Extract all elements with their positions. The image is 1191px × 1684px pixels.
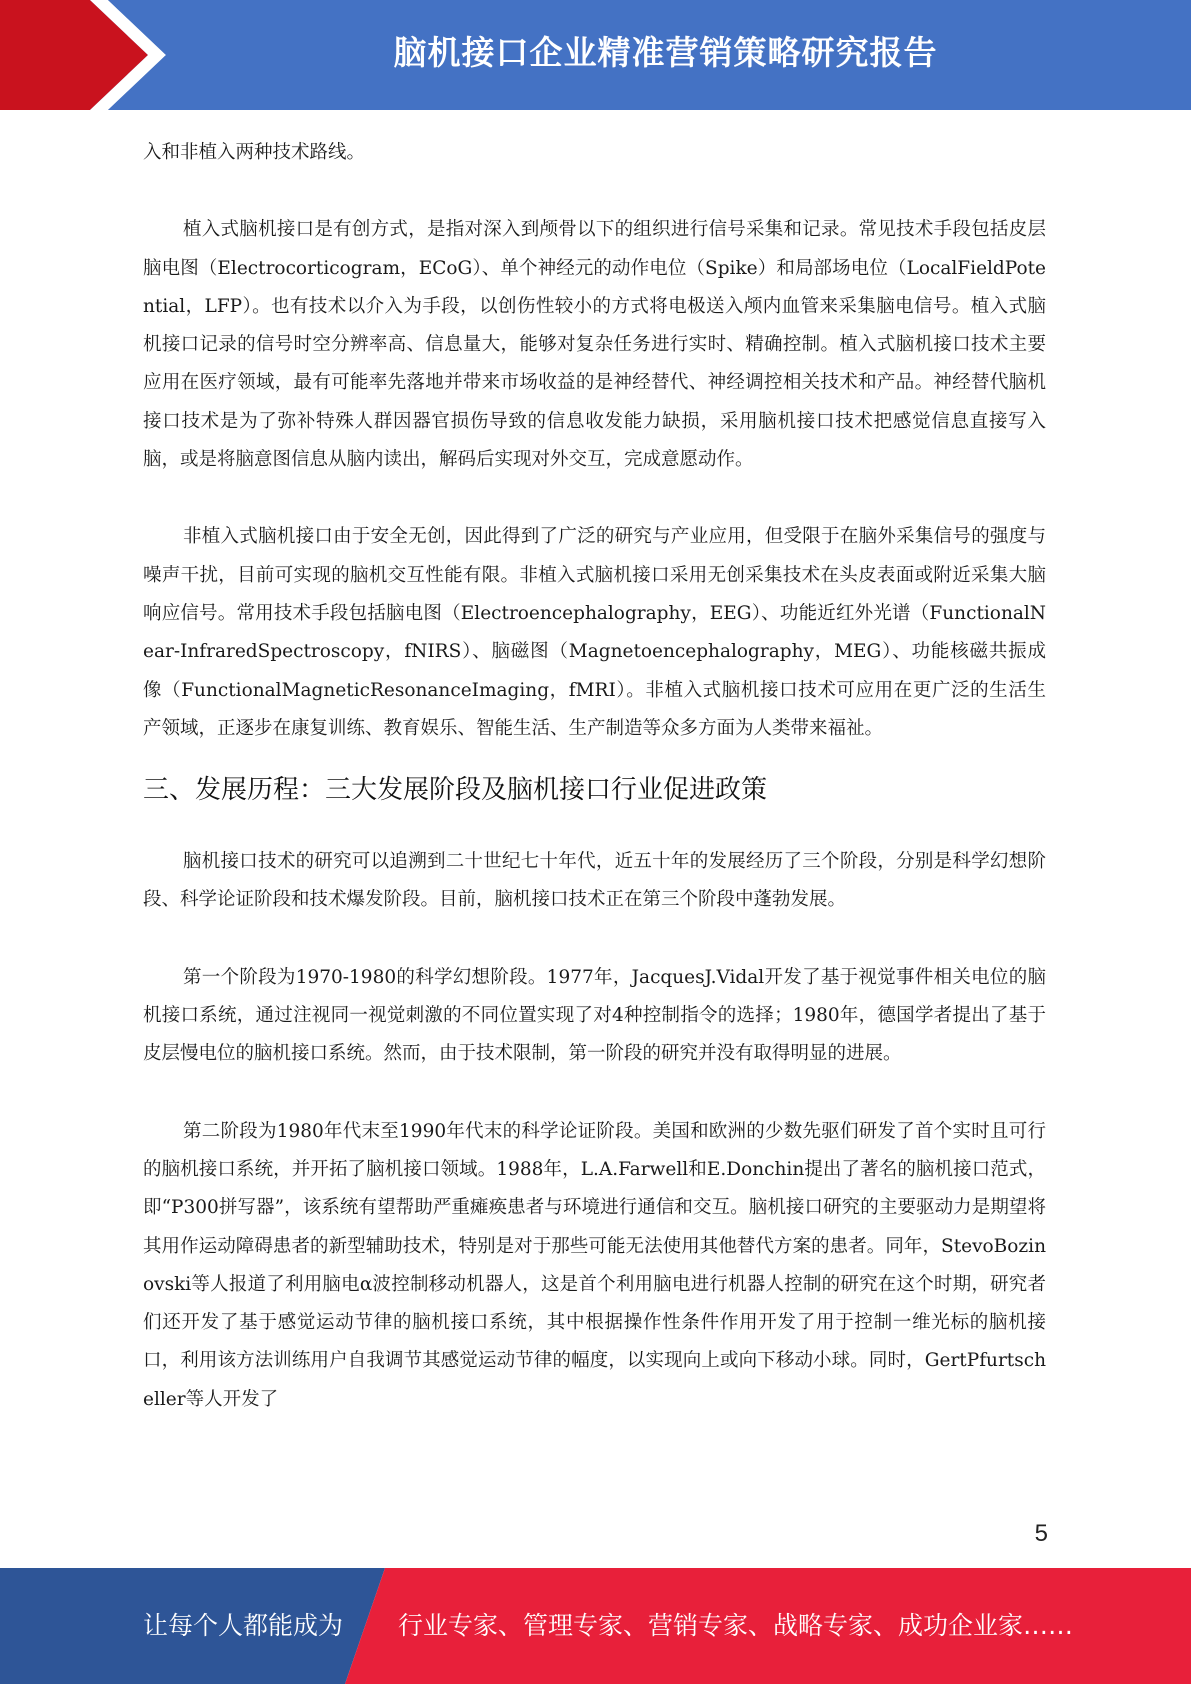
- document-body: [143, 134, 1046, 1419]
- header-bar: [0, 0, 1191, 110]
- section-heading-development: 三、发展历程：三大发展阶段及脑机接口行业促进政策: [143, 775, 768, 806]
- footer-slogan-right: 行业专家、管理专家、营销专家、战略专家、成功企业家……: [398, 1611, 1074, 1640]
- footer-slogan-left: 让每个人都能成为: [143, 1611, 344, 1640]
- paragraph-stage-one: 第一个阶段为1970-1980的科学幻想阶段。1977年，JacquesJ.Vidal开发了基于视觉事件相关电位的脑机接口系统，通过注视同一视觉刺激的不同位置实现了对4种控制指令的选择；1980年，德国学者提出了基于皮层慢电位的脑机接口系统。然而，由于技术限制，第一阶段的研究并没有取得明显的进展。: [143, 966, 1046, 1065]
- page-number: 5: [1034, 1520, 1048, 1547]
- footer-bar: [0, 1568, 1191, 1684]
- paragraph-implantable-bci: 植入式脑机接口是有创方式，是指对深入到颅骨以下的组织进行信号采集和记录。常见技术手段包括皮层脑电图（Electrocorticogram，ECoG）、单个神经元的动作电位（Spike）和局部场电位（LocalFieldPotential，LFP）。也有技术以介入为手段，以创伤性较小的方式将电极送入颅内血管来采集脑电信号。植入式脑机接口记录的信号时空分辨率高、信息量大，能够对复杂任务进行实时、精确控制。植入式脑机接口技术主要应用在医疗领域，最有可能率先落地并带来市场收益的是神经替代、神经调控相关技术和产品。神经替代脑机接口技术是为了弥补特殊人群因器官损伤导致的信息收发能力缺损，采用脑机接口技术把感觉信息直接写入脑，或是将脑意图信息从脑内读出，解码后实现对外交互，完成意愿动作。: [143, 219, 1046, 471]
- paragraph-history-overview: 脑机接口技术的研究可以追溯到二十世纪七十年代，近五十年的发展经历了三个阶段，分别是科学幻想阶段、科学论证阶段和技术爆发阶段。目前，脑机接口技术正在第三个阶段中蓬勃发展。: [143, 851, 1046, 911]
- paragraph-continuation: 入和非植入两种技术路线。: [143, 142, 366, 163]
- paragraph-stage-two: 第二阶段为1980年代末至1990年代末的科学论证阶段。美国和欧洲的少数先驱们研发了首个实时且可行的脑机接口系统，并开拓了脑机接口领域。1988年，L.A.Farwell和E.Donchin提出了著名的脑机接口范式，即“P300拼写器”，该系统有望帮助严重瘫痪患者与环境进行通信和交互。脑机接口研究的主要驱动力是期望将其用作运动障碍患者的新型辅助技术，特别是对于那些可能无法使用其他替代方案的患者。同年，StevoBozinovski等人报道了利用脑电α波控制移动机器人，这是首个利用脑电进行机器人控制的研究在这个时期，研究者们还开发了基于感觉运动节律的脑机接口系统，其中根据操作性条件作用开发了用于控制一维光标的脑机接口，利用该方法训练用户自我调节其感觉运动节律的幅度，以实现向上或向下移动小球。同时，GertPfurtscheller等人开发了: [143, 1120, 1046, 1410]
- paragraph-non-implantable-bci: 非植入式脑机接口由于安全无创，因此得到了广泛的研究与产业应用，但受限于在脑外采集信号的强度与噪声干扰，目前可实现的脑机交互性能有限。非植入式脑机接口采用无创采集技术在头皮表面或附近采集大脑响应信号。常用技术手段包括脑电图（Electroencephalography，EEG）、功能近红外光谱（FunctionalNear-InfraredSpectroscopy，fNIRS）、脑磁图（Magnetoencephalography，MEG）、功能核磁共振成像（FunctionalMagneticResonanceImaging，fMRI）。非植入式脑机接口技术可应用在更广泛的生活生产领域，正逐步在康复训练、教育娱乐、智能生活、生产制造等众多方面为人类带来福祉。: [143, 526, 1046, 739]
- report-title: 脑机接口企业精准营销策略研究报告: [393, 33, 938, 72]
